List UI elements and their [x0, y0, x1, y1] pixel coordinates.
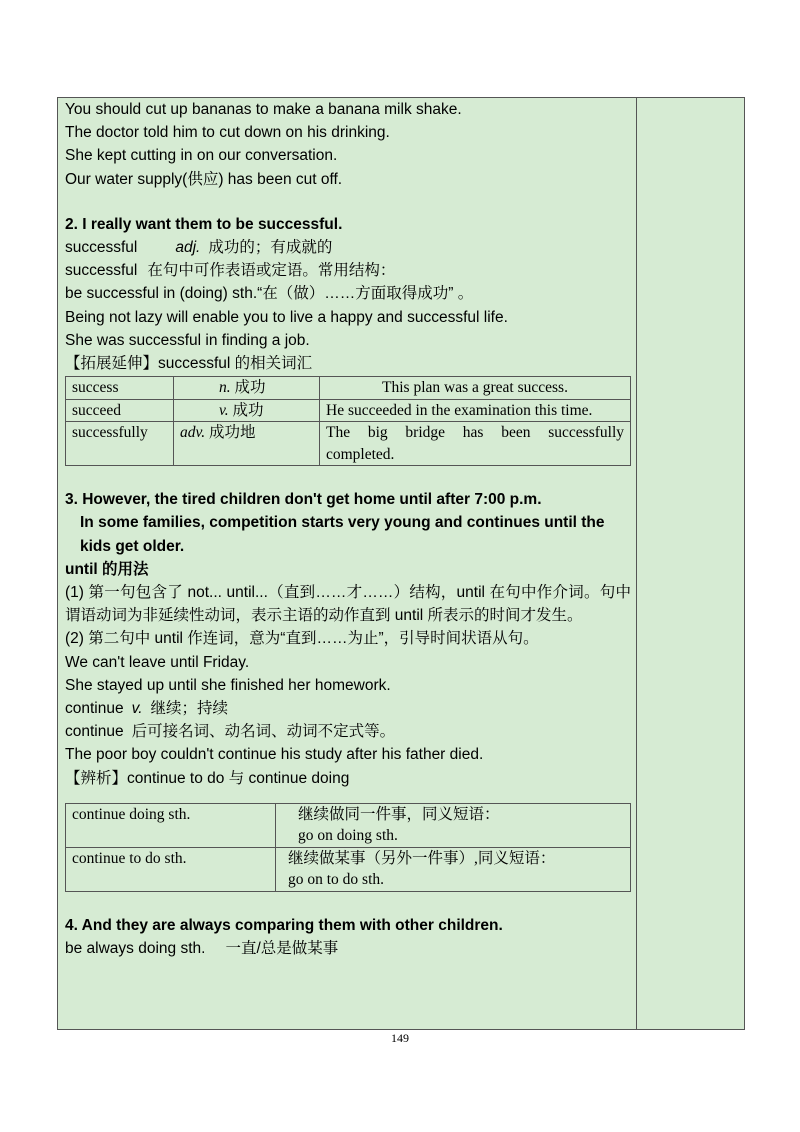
extension-title: 【拓展延伸】successful 的相关词汇: [65, 355, 313, 373]
section-1: [65, 98, 631, 191]
notes-column-divider: [636, 98, 637, 1029]
table-row: [66, 422, 631, 466]
definition-line: [65, 236, 631, 259]
table-cell-word: successfully: [66, 422, 174, 466]
page-number: 149: [391, 1031, 409, 1045]
example-line: She stayed up until she finished her homework.: [65, 676, 391, 694]
section-heading: 4. And they are always comparing them with other children.: [65, 916, 503, 934]
section-heading: kids get older.: [80, 537, 185, 555]
example-line: You should cut up bananas to make a banana milk shake.: [65, 101, 462, 118]
table-row: [66, 399, 631, 422]
main-content: [65, 98, 631, 960]
table-cell-example: He succeeded in the examination this time.: [320, 399, 631, 422]
section-heading: 3. However, the tired children don't get home until after 7:00 p.m.: [65, 491, 542, 509]
def-meaning: 成功的；有成就的: [208, 239, 333, 257]
table-cell-pos: n. 成功: [174, 377, 320, 400]
example-line: Our water supply(供应) has been cut off.: [65, 170, 343, 188]
explanation-paragraph: (2) 第二句中 until 作连词，意为“直到……为止”，引导时间状语从句。: [65, 630, 539, 648]
table-cell-phrase: continue doing sth.: [66, 803, 276, 847]
example-line: She kept cutting in on our conversation.: [65, 147, 338, 165]
example-line: The doctor told him to cut down on his drinking.: [65, 124, 390, 142]
section-3: [65, 488, 631, 892]
table-cell-meaning: 继续做某事（另外一件事）,同义短语： go on to do sth.: [276, 847, 631, 891]
analysis-title: 【辨析】continue to do 与 continue doing: [65, 769, 350, 787]
example-line: We can't leave until Friday.: [65, 653, 250, 671]
table-cell-word: succeed: [66, 399, 174, 422]
example-line: Being not lazy will enable you to live a happy and successful life.: [65, 308, 508, 326]
section-4: [65, 914, 631, 960]
example-line: She was successful in finding a job.: [65, 331, 310, 349]
table-cell-pos: v. 成功: [174, 399, 320, 422]
usage-text: 在句中可作表语或定语。常用结构：: [147, 262, 396, 280]
usage-line: be always doing sth. 一直/总是做某事: [65, 940, 339, 958]
definition-line: continue v. 继续；持续: [65, 700, 229, 718]
usage-word: successful: [65, 262, 138, 280]
table-cell-pos: adv. 成功地: [174, 422, 320, 466]
usage-line: continue 后可接名词、动名词、动词不定式等。: [65, 723, 396, 741]
example-line: The poor boy couldn't continue his study after his father died.: [65, 746, 484, 764]
subheading: until 的用法: [65, 560, 149, 578]
content-frame: [57, 97, 745, 1030]
table-cell-example: This plan was a great success.: [320, 377, 631, 400]
section-heading: 2. I really want them to be successful.: [65, 215, 343, 233]
table-cell-meaning: 继续做同一件事，同义短语： go on doing sth.: [276, 803, 631, 847]
def-pos: adj.: [175, 239, 201, 257]
vocabulary-table: [65, 376, 631, 466]
usage-line: [65, 259, 631, 282]
table-row: [66, 847, 631, 891]
def-word: successful: [65, 239, 138, 257]
table-cell-word: success: [66, 377, 174, 400]
table-row: [66, 803, 631, 847]
pattern-line: be successful in (doing) sth.“在（做）……方面取得成功” 。: [65, 285, 474, 303]
section-2: [65, 213, 631, 466]
explanation-paragraph: (1) 第一句包含了 not... until...（直到……才……）结构，until 在句中作介词。句中谓语动词为非延续性动词，表示主语的动作直到 until 所表示的时间才发生。: [65, 584, 631, 625]
comparison-table: [65, 803, 631, 892]
table-cell-phrase: continue to do sth.: [66, 847, 276, 891]
table-row: [66, 377, 631, 400]
table-cell-example: The big bridge has been successfully completed.: [320, 422, 631, 466]
section-heading: In some families, competition starts very young and continues until the: [80, 514, 605, 532]
